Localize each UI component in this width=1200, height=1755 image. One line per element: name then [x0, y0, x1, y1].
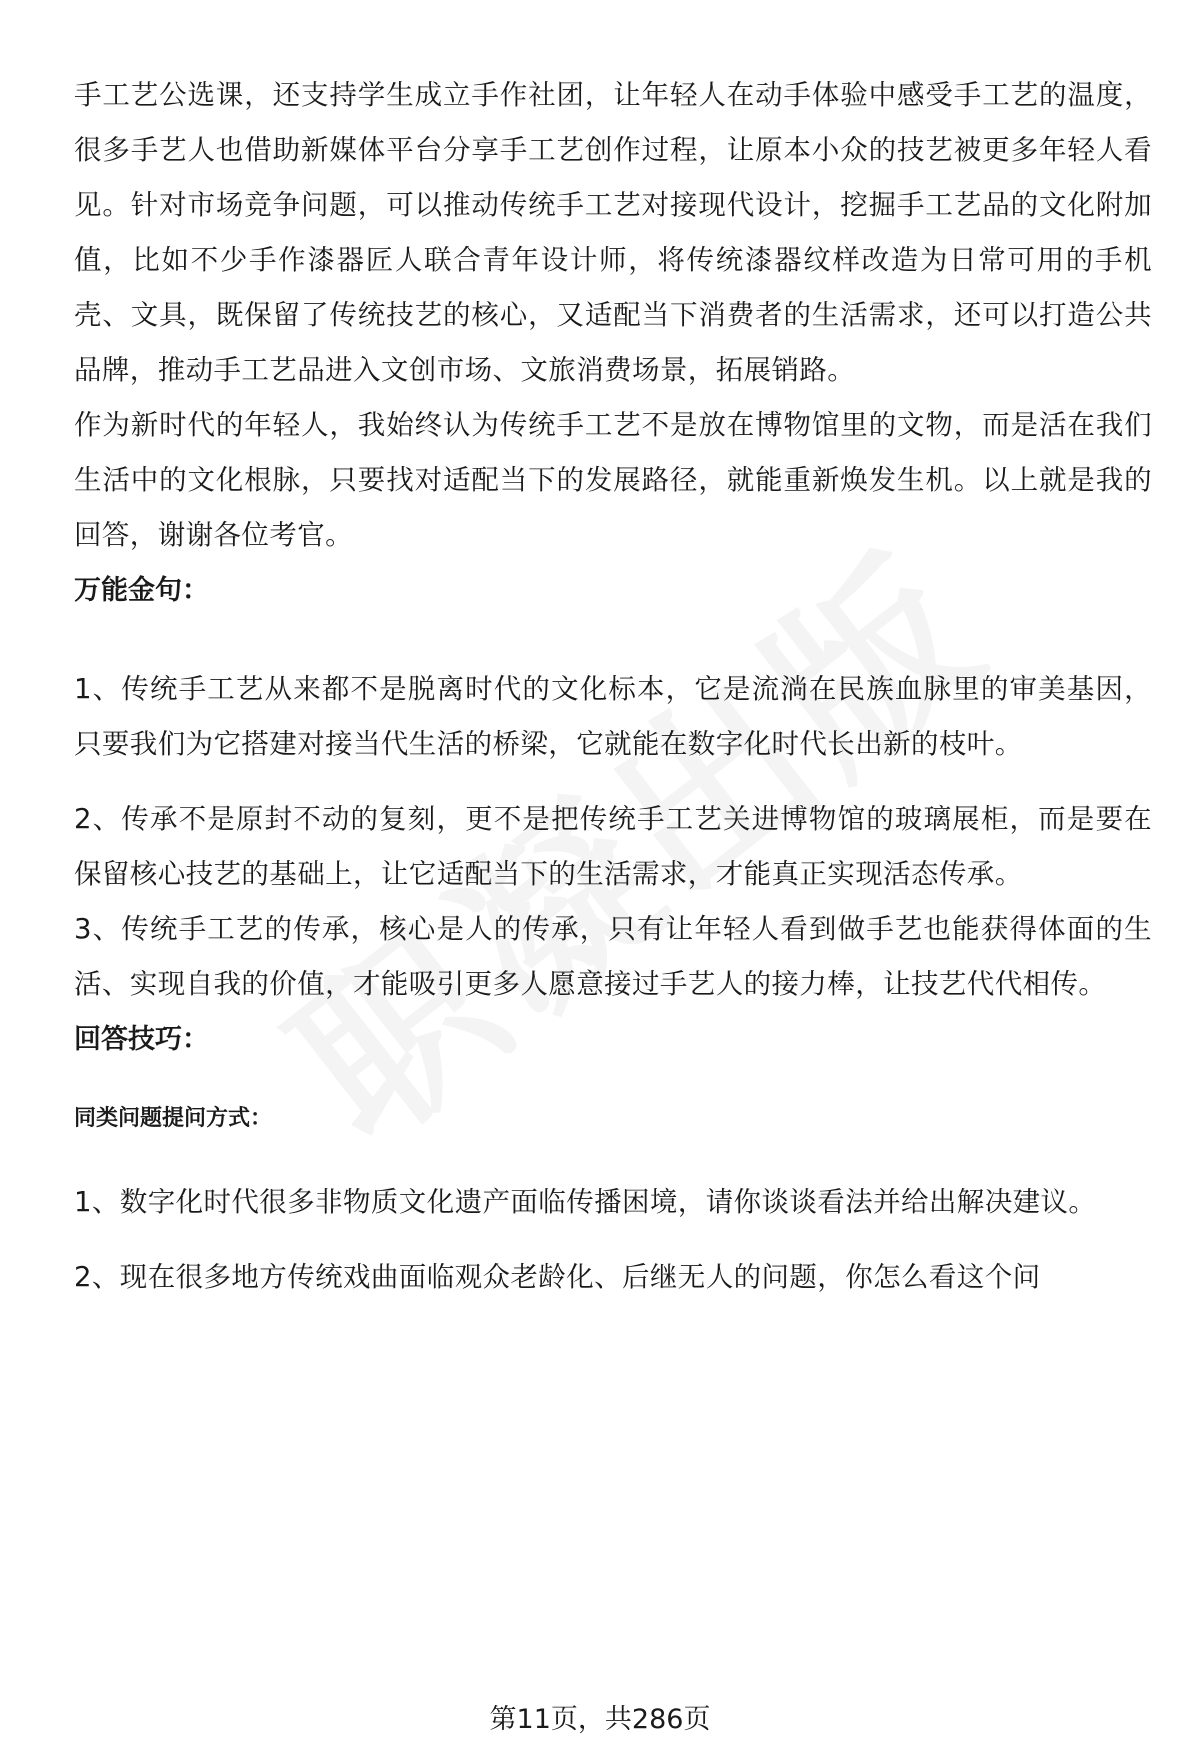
golden-sentence-item: 2、传承不是原封不动的复刻，更不是把传统手工艺关进博物馆的玻璃展柜，而是要在保留核心技艺的基础上，让它适配当下的生活需求，才能真正实现活态传承。 [74, 803, 1152, 890]
subheading-similar-questions: 同类问题提问方式： [74, 1106, 273, 1131]
golden-sentence-item: 1、传统手工艺从来都不是脱离时代的文化标本，它是流淌在民族血脉里的审美基因，只要我们为它搭建对接当代生活的桥梁，它就能在数字化时代长出新的枝叶。 [74, 673, 1152, 760]
document-page [74, 68, 1152, 1305]
section-heading-golden-sentences: 万能金句： [74, 575, 209, 606]
body-paragraph: 作为新时代的年轻人，我始终认为传统手工艺不是放在博物馆里的文物，而是活在我们生活中的文化根脉，只要找对适配当下的发展路径，就能重新焕发生机。以上就是我的回答，谢谢各位考官。 [74, 409, 1152, 551]
question-item: 1、数字化时代很多非物质文化遗产面临传播困境，请你谈谈看法并给出解决建议。 [74, 1186, 1097, 1218]
page-number: 第11页，共286页 [489, 1704, 711, 1735]
body-paragraph: 手工艺公选课，还支持学生成立手作社团，让年轻人在动手体验中感受手工艺的温度，很多手艺人也借助新媒体平台分享手工艺创作过程，让原本小众的技艺被更多年轻人看见。针对市场竞争问题，可以推动传统手工艺对接现代设计，挖掘手工艺品的文化附加值，比如不少手作漆器匠人联合青年设计师，将传统漆器纹样改造为日常可用的手机壳、文具，既保留了传统技艺的核心，又适配当下消费者的生活需求，还可以打造公共品牌，推动手工艺品进入文创市场、文旅消费场景，拓展销路。 [74, 79, 1152, 386]
question-item: 2、现在很多地方传统戏曲面临观众老龄化、后继无人的问题，你怎么看这个问 [74, 1261, 1041, 1293]
section-heading-tips: 回答技巧： [74, 1024, 209, 1055]
golden-sentence-item: 3、传统手工艺的传承，核心是人的传承，只有让年轻人看到做手艺也能获得体面的生活、实现自我的价值，才能吸引更多人愿意接过手艺人的接力棒，让技艺代代相传。 [74, 913, 1152, 1000]
